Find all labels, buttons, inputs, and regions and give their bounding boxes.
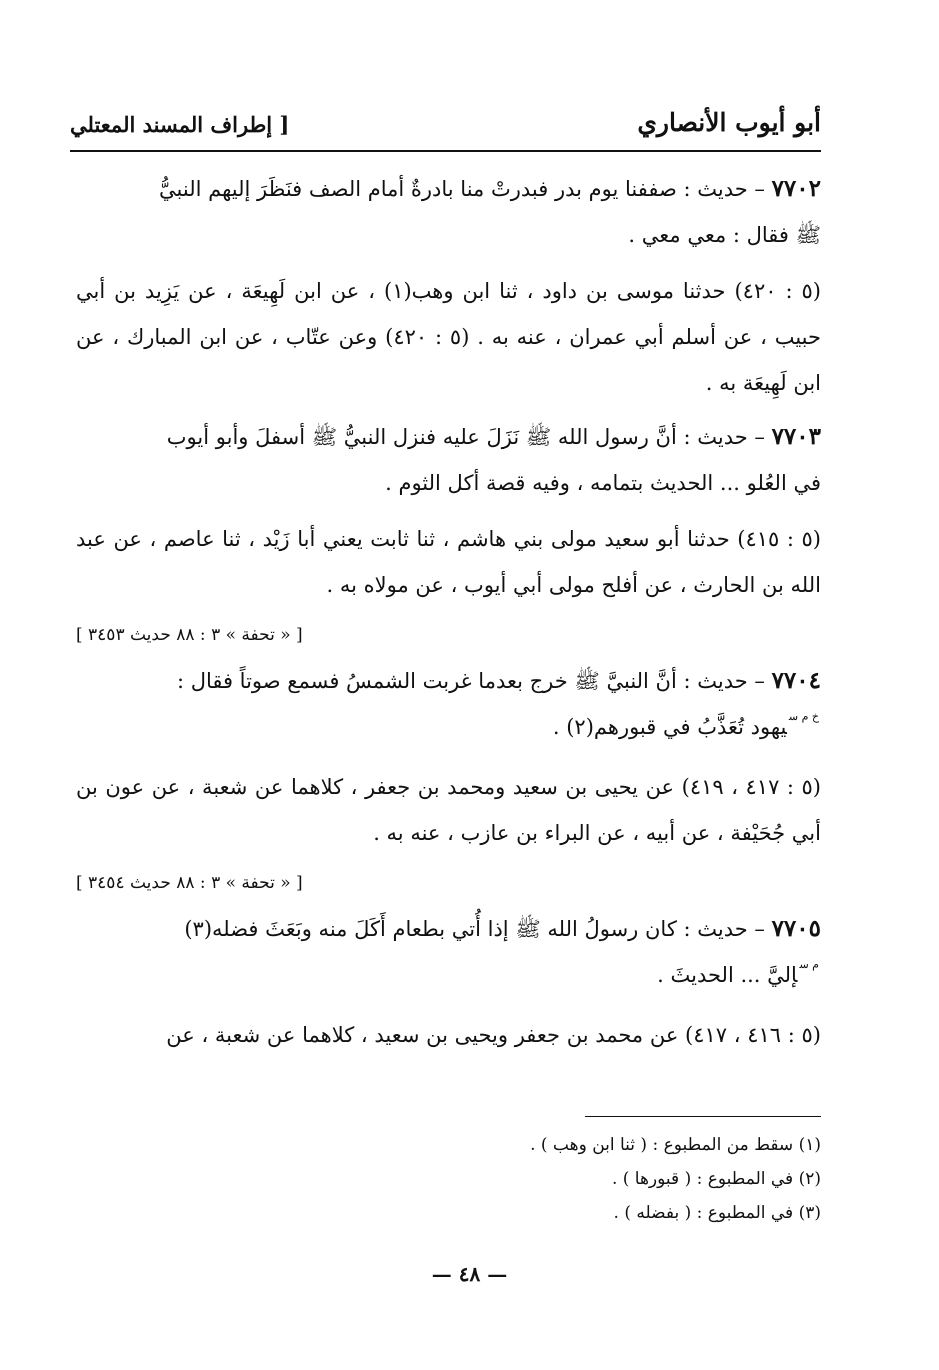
hadith-entry bbox=[76, 658, 821, 754]
footnotes bbox=[530, 1128, 821, 1230]
hadith-line bbox=[76, 414, 821, 460]
hadith-number: ٧٧٠٤ bbox=[771, 667, 821, 694]
isnad-paragraph: (٥ : ٤١٧ ، ٤١٩) عن يحيى بن سعيد ومحمد بن جعفر ، كلاهما عن شعبة ، عن عون بن أبي جُحَيْفة ، عن أبيه ، عن البراء بن عازب ، عنه به . bbox=[76, 775, 821, 845]
hadith-line bbox=[76, 704, 821, 754]
hadith-text: إليَّ ... الحديثَ . bbox=[657, 963, 798, 987]
hadith-line: ﷺ فقال : معي معي . bbox=[628, 223, 821, 247]
footnote: (٢) في المطبوع : ( قبورها ) . bbox=[611, 1169, 821, 1189]
hadith-text: – حديث : أنَّ النبيَّ ﷺ خرج بعدما غربت الشمسُ فسمع صوتاً فقال : bbox=[176, 669, 765, 693]
footnote-rule bbox=[585, 1116, 821, 1117]
hadith-text: يهود تُعَذَّبُ في قبورهم(٢) . bbox=[552, 715, 787, 739]
collection-marks: خ م س bbox=[788, 710, 819, 723]
hadith-text: – حديث : أنَّ رسول الله ﷺ نَزَلَ عليه فنزل النبيُّ ﷺ أسفلَ وأبو أيوب bbox=[166, 425, 765, 449]
hadith-line bbox=[76, 952, 821, 1002]
isnad-paragraph: (٥ : ٤٢٠) حدثنا موسى بن داود ، ثنا ابن وهب(١) ، عن ابن لَهِيعَة ، عن يَزِيد بن أبي حبيب ، عن أسلم أبي عمران ، عنه به . (٥ : ٤٢٠) وعن عتّاب ، عن ابن المبارك ، عن ابن لَهِيعَة به . bbox=[76, 279, 821, 395]
tuhfa-reference: [ « تحفة » ٣ : ٨٨ حديث ٣٤٥٣ ] bbox=[76, 625, 303, 645]
hadith-line: في العُلو ... الحديث بتمامه ، وفيه قصة أكل الثوم . bbox=[385, 471, 821, 495]
isnad-paragraph: (٥ : ٤١٥) حدثنا أبو سعيد مولى بني هاشم ، ثنا ثابت يعني أبا زَيْد ، ثنا عاصم ، عن عبد الله بن الحارث ، عن أفلح مولى أبي أيوب ، عن مولاه به . bbox=[76, 527, 821, 597]
hadith-text: – حديث : كان رسولُ الله ﷺ إذا أُتي بطعام أَكَلَ منه وبَعَثَ فضله(٣) bbox=[184, 917, 765, 941]
footnote: (٣) في المطبوع : ( بفضله ) . bbox=[613, 1203, 821, 1223]
isnad-paragraph: (٥ : ٤١٦ ، ٤١٧) عن محمد بن جعفر ويحيى بن سعيد ، كلاهما عن شعبة ، عن bbox=[166, 1023, 821, 1047]
hadith-number: ٧٧٠٣ bbox=[771, 423, 821, 450]
running-header bbox=[70, 108, 821, 148]
hadith-entry bbox=[76, 166, 821, 258]
hadith-text: – حديث : صففنا يوم بدر فبدرتْ منا بادرةٌ أمام الصف فنَظَرَ إليهم النبيُّ bbox=[159, 177, 765, 201]
hadith-entry bbox=[76, 906, 821, 1002]
hadith-number: ٧٧٠٢ bbox=[771, 175, 821, 202]
page-number: — ٤٨ — bbox=[431, 1262, 508, 1286]
hadith-entry bbox=[76, 414, 821, 506]
hadith-line bbox=[76, 906, 821, 952]
hadith-line bbox=[76, 166, 821, 212]
header-section-title: أبو أيوب الأنصاري bbox=[637, 108, 821, 137]
footnote: (١) سقط من المطبوع : ( ثنا ابن وهب ) . bbox=[530, 1135, 821, 1155]
hadith-number: ٧٧٠٥ bbox=[771, 915, 821, 942]
header-book-title: [ إطراف المسند المعتلي bbox=[70, 112, 290, 137]
tuhfa-reference: [ « تحفة » ٣ : ٨٨ حديث ٣٤٥٤ ] bbox=[76, 873, 303, 893]
page-content bbox=[76, 166, 821, 1058]
hadith-line bbox=[76, 658, 821, 704]
header-rule bbox=[70, 150, 821, 152]
collection-marks: م س bbox=[799, 958, 819, 971]
